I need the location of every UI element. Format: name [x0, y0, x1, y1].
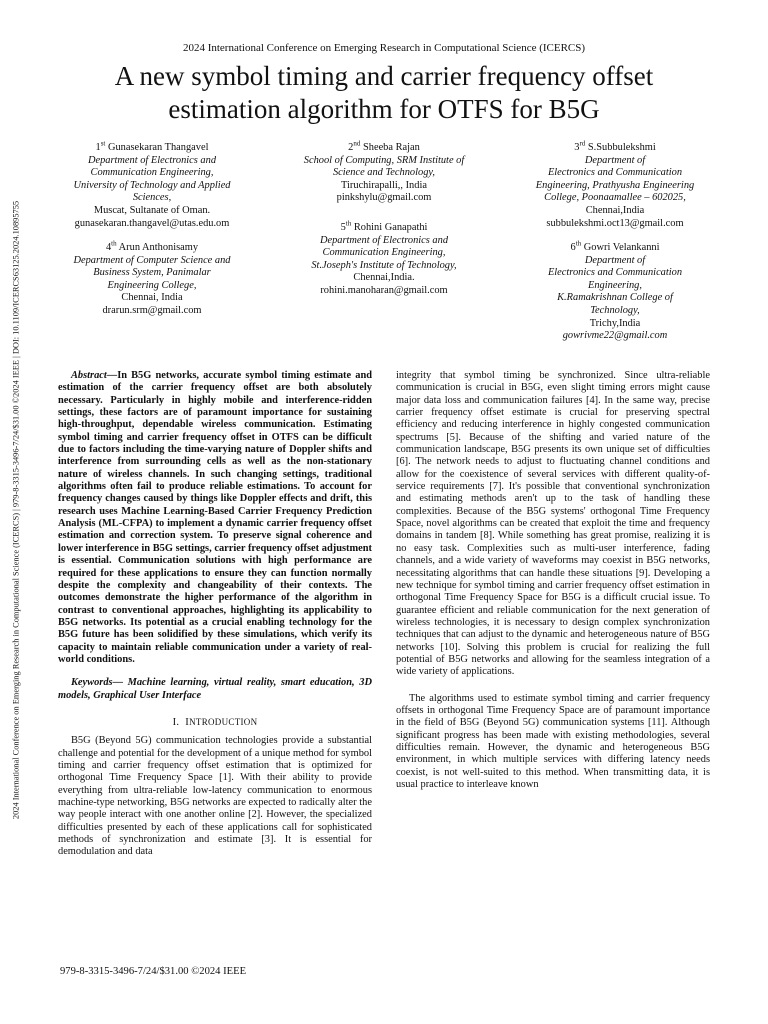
right-paragraph-1: integrity that symbol timing be synchronized. Since ultra-reliable communication is crucial in B5G, even slight timing errors might cause major data loss and communication failures [4]. In the same way, precise carrier frequency offset estimate is crucial for preserving spectral efficiency and reducing interference in highly congested communication spectrums [5]. Because of the shifting and varied nature of the communication landscape, B5G presents its own unique set of difficulties [6]. The network needs to adjust to fluctuating channel conditions and allow for the coexistence of several services with different quality-of-service requirements [7]. It's possible that conventional synchronization and estimating methods aren't up to the task of handling these complexities. Because of the B5G systems' orthogonal Time Frequency Space, novel algorithms can be created that exploit the time and frequency domains in tandem [8]. While something has great promise, realizing it is no easy task. Complexities such as multi-user interference, fading channels, and a wide variety of waveforms may coexist in B5G networks, necessitating algorithms that can handle these situations [9]. Developing a new technique for symbol timing and carrier frequency offset estimation in orthogonal Time Frequency Space for B5G is a difficult crucial issue. To guarantee efficient and reliable communication for the next generation of wireless technologies, it is necessary to design complex synchronization techniques that can adjust to the dynamic and heterogeneous nature of B5G networks [10]. Solving this problem is crucial for realizing the full potential of B5G networks and allowing for the seamless integration of a wide variety of applications.	[396, 370, 710, 678]
author-email: gunasekaran.thangavel@utas.edu.om	[74, 217, 230, 229]
author-email: pinkshylu@gmail.com	[336, 192, 432, 204]
author-affiliation-line: Department of Electronics and	[87, 154, 217, 166]
author-name-line	[52, 139, 252, 155]
author-number: 2	[348, 142, 354, 153]
author-email: drarun.srm@gmail.com	[102, 304, 202, 316]
author-number: 3	[574, 142, 580, 153]
author-name-line	[284, 219, 484, 235]
author-affiliation-line: Communication Engineering,	[322, 247, 446, 259]
author-block-6	[510, 239, 720, 343]
right-column	[396, 370, 710, 791]
side-doi-strip	[5, 150, 27, 870]
abstract	[58, 370, 372, 666]
author-affiliation-line: Science and Technology,	[332, 167, 436, 179]
author-block-4	[52, 239, 252, 318]
side-doi-text: 2024 International Conference on Emerging Research in Computational Science (ICERCS) | 979-8-3315-3496-7/24/$31.00 ©2024 IEEE | DOI: 10.1109/ICERCS63125.2024.10895755	[11, 200, 21, 820]
author-location: Muscat, Sultanate of Oman.	[93, 204, 211, 216]
author-affiliation-line: Technology,	[590, 304, 640, 316]
author-affiliation-line: Sciences,	[132, 192, 172, 204]
abstract-text: In B5G networks, accurate symbol timing estimate and estimation of the carrier frequency offset are both absolutely necessary. Particularly in highly mobile and interference-ridden settings, these factors are of paramount importance for sustaining high-throughput, dependable wireless communication. Estimating symbol timing and carrier frequency offset in OTFS can be difficult due to factors including the time-varying nature of Doppler shifts and interference from surrounding cells as well as the non-stationary nature of wireless channels. In such changing settings, traditional algorithms often fail to produce reliable estimations. To account for frequency changes caused by things like Doppler effects and drift, this research uses Machine Learning-Based Carrier Frequency Prediction Analysis (ML-CFPA) to implement a dynamic carrier frequency offset estimation and correction system. To preserve signal coherence and lower interference in B5G settings, carrier frequency offset adjustment is essential. Communication solutions with high performance are required for these applications to ensure they can function normally despite the complexity and changeability of their contexts. The outcomes demonstrate the higher performance of the algorithm in contrast to conventional approaches, highlighting its applicability to B5G networks. Its potential as a crucial enabling technology for the B5G future has been solidified by these simulations, which verify its capacity to maintain reliable communication under a variety of real-world conditions.	[58, 370, 372, 665]
author-name: Arun Anthonisamy	[118, 242, 199, 253]
footer-copyright: 979-8-3315-3496-7/24/$31.00 ©2024 IEEE	[60, 966, 247, 977]
author-affiliation-line: Communication Engineering,	[90, 167, 214, 179]
author-email: gowrivme22@gmail.com	[562, 330, 668, 342]
keywords: Keywords— Machine learning, virtual reality, smart education, 3D models, Graphical User Interface	[58, 677, 372, 701]
author-ordinal: th	[575, 239, 582, 248]
author-ordinal: nd	[353, 139, 361, 148]
abstract-lead: Abstract—	[71, 370, 118, 381]
author-affiliation-line: Electronics and Communication	[547, 267, 683, 279]
author-number: 4	[105, 242, 112, 253]
author-name: S.Subbulekshmi	[587, 142, 656, 153]
author-affiliation-line: K.Ramakrishnan College of	[557, 292, 673, 304]
author-name-line	[284, 139, 484, 155]
section-title-rest: NTRODUCTION	[189, 716, 258, 727]
left-column	[58, 370, 372, 859]
author-block-3	[510, 139, 720, 230]
author-affiliation-line: University of Technology and Applied	[73, 179, 231, 191]
author-location: Chennai,India	[585, 204, 645, 216]
author-block-5	[284, 219, 484, 298]
author-affiliation-line: Department of Computer Science and	[73, 254, 231, 266]
author-location: Tiruchirapalli,, India	[341, 179, 427, 191]
intro-paragraph-1: B5G (Beyond 5G) communication technologies provide a substantial challenge and potential for the development of a unique method for symbol timing and carrier frequency offset estimation that is optimized for orthogonal Time Frequency Space [1]. With their ability to provide everything from ultra-reliable low-latency communication to enormous machine-type networking, B5G networks are expected to radically alter the way people interact with one another online [2]. However, the specialized difficulties presented by each of these applications call for sophisticated methods of synchronization and estimate [3]. It is essential for demodulation and data	[58, 735, 372, 858]
author-affiliation-line: College, Poonaamallee – 602025,	[544, 192, 686, 204]
section-heading	[58, 716, 372, 729]
author-affiliation-line: Engineering,	[588, 279, 642, 291]
author-number: 5	[340, 222, 346, 233]
author-name: Gowri Velankanni	[583, 242, 660, 253]
author-location: Trichy,India	[589, 317, 641, 329]
author-affiliation-line: Department of	[584, 254, 646, 266]
author-email: subbulekshmi.oct13@gmail.com	[546, 217, 684, 229]
author-email: rohini.manoharan@gmail.com	[320, 284, 448, 296]
author-name-line	[52, 239, 252, 255]
title-line-2: estimation algorithm for OTFS for B5G	[168, 94, 600, 124]
author-ordinal: st	[100, 139, 106, 148]
author-affiliation-line: Electronics and Communication	[547, 167, 683, 179]
author-block-1	[52, 139, 252, 230]
section-number: I.	[172, 716, 180, 728]
author-block-2	[284, 139, 484, 205]
author-affiliation-line: School of Computing, SRM Institute of	[303, 154, 465, 166]
author-name: Sheeba Rajan	[362, 142, 420, 153]
author-ordinal: th	[111, 239, 117, 248]
author-affiliation-line: Engineering College,	[107, 279, 197, 291]
author-affiliation-line: Department of Electronics and	[319, 234, 449, 246]
author-ordinal: th	[345, 219, 352, 228]
author-affiliation-line: Business System, Panimalar	[93, 267, 211, 279]
section-title-first: I	[185, 716, 190, 728]
author-number: 1	[95, 142, 101, 153]
author-name-line	[510, 139, 720, 155]
right-paragraph-2: The algorithms used to estimate symbol timing and carrier frequency offsets in orthogonal Time Frequency Space are of paramount importance in the field of B5G (Beyond 5G) communication systems [11]. Although significant progress has been made with existing methodologies, several difficulties remain. However, the dynamic and heterogeneous B5G environment, in which multiple services with differing latency needs coexist, is not well-suited to this method. When transmitting data, it is usual practice to interleave known	[396, 692, 710, 790]
author-affiliation-line: St.Joseph's Institute of Technology,	[311, 259, 457, 271]
author-location: Chennai, India	[121, 292, 183, 304]
author-name: Gunasekaran Thangavel	[107, 142, 209, 153]
author-number: 6	[570, 242, 576, 253]
author-affiliation-line: Department of	[584, 154, 646, 166]
conference-header: 2024 International Conference on Emerging Research in Computational Science (ICERCS)	[182, 42, 586, 54]
author-affiliation-line: Engineering, Prathyusha Engineering	[535, 179, 695, 191]
author-ordinal: rd	[579, 139, 586, 148]
author-location: Chennai,India.	[353, 272, 415, 284]
paper-title	[40, 60, 728, 126]
author-name: Rohini Ganapathi	[353, 222, 428, 233]
title-line-1: A new symbol timing and carrier frequency offset	[114, 61, 654, 91]
author-name-line	[510, 239, 720, 255]
